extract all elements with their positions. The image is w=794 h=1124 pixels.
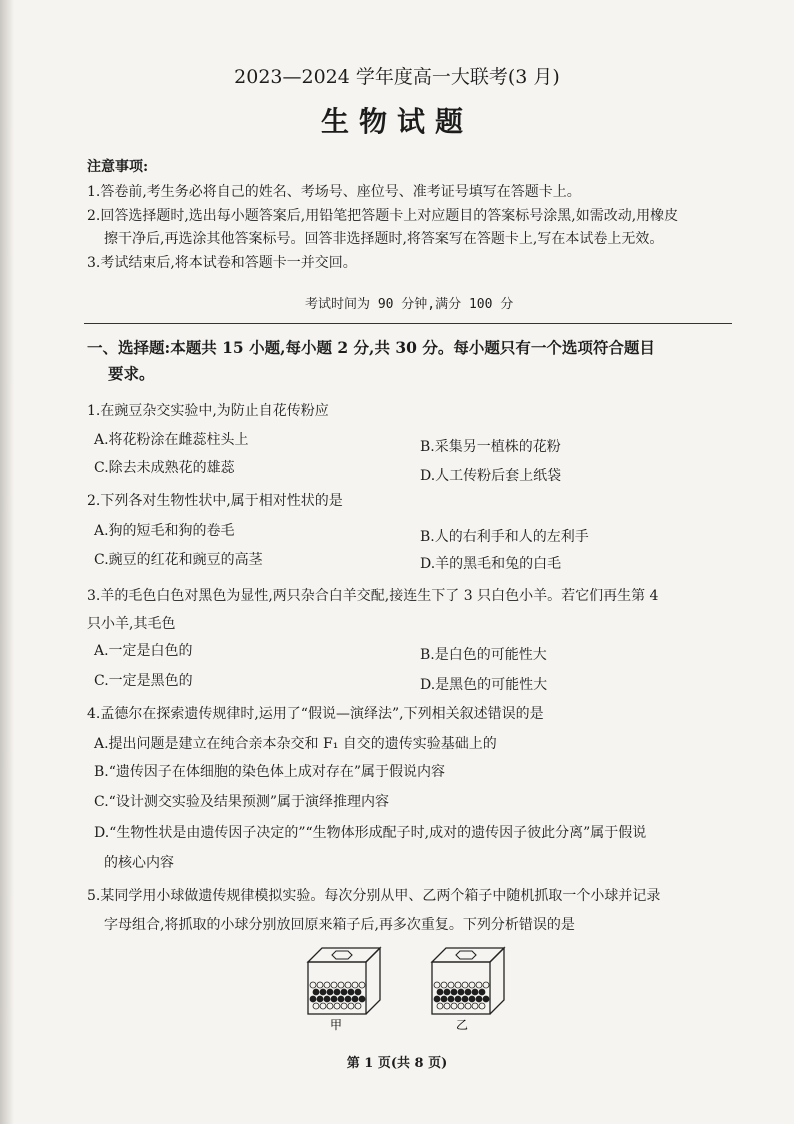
box-yi-ball (434, 982, 440, 988)
box-jia-ball (338, 982, 344, 988)
box-jia-ball (324, 996, 330, 1002)
q2-option-a: A.狗的短毛和狗的卷毛 (94, 523, 235, 539)
box-yi-ball (437, 989, 443, 995)
q1-option-c: C.除去未成熟花的雄蕊 (94, 460, 235, 476)
box-jia-ball (331, 982, 337, 988)
box-yi-ball (479, 1003, 485, 1009)
box-jia-ball (352, 996, 358, 1002)
box-yi-ball (462, 996, 468, 1002)
q2-option-d: D.羊的黑毛和兔的白毛 (420, 556, 562, 572)
box-jia-ball (310, 982, 316, 988)
box-yi-ball (441, 996, 447, 1002)
box-yi (432, 948, 504, 1032)
box-yi-ball (472, 1003, 478, 1009)
box-jia-ball (334, 989, 340, 995)
box-yi-ball (444, 989, 450, 995)
box-yi-ball (448, 982, 454, 988)
q3-option-d: D.是黑色的可能性大 (420, 677, 548, 693)
q1-option-a: A.将花粉涂在雌蕊柱头上 (94, 432, 249, 448)
box-yi-ball (455, 996, 461, 1002)
box-jia-ball (355, 1003, 361, 1009)
q4-option-d: D.“生物性状是由遗传因子决定的”“生物体形成配子时,成对的遗传因子彼此分离”属于假说 (94, 825, 647, 841)
box-yi-balls (434, 982, 489, 1009)
section-title: 一、选择题:本题共 15 小题,每小题 2 分,共 30 分。每小题只有一个选项符合题目 (87, 338, 655, 357)
q1-option-d: D.人工传粉后套上纸袋 (420, 468, 562, 484)
box-jia-ball (345, 982, 351, 988)
box-yi-label: 乙 (456, 1018, 469, 1032)
notice-heading: 注意事项: (87, 159, 149, 175)
box-yi-ball (448, 996, 454, 1002)
box-jia-ball (313, 989, 319, 995)
box-jia-ball (348, 1003, 354, 1009)
box-yi-ball (465, 1003, 471, 1009)
box-jia-ball (341, 989, 347, 995)
page-footer: 第 1 页(共 8 页) (346, 1056, 448, 1071)
box-yi-ball (451, 1003, 457, 1009)
notice-item-1: 1.答卷前,考生务必将自己的姓名、考场号、座位号、准考证号填写在答题卡上。 (87, 184, 581, 200)
box-jia-balls (310, 982, 365, 1009)
q4-option-c: C.“设计测交实验及结果预测”属于演绎推理内容 (94, 794, 389, 810)
box-jia-ball (338, 996, 344, 1002)
box-yi-ball (483, 996, 489, 1002)
section-title-cont: 要求。 (108, 364, 155, 383)
box-jia-ball (327, 1003, 333, 1009)
q4-option-a: A.提出问题是建立在纯合亲本杂交和 F₁ 自交的遗传实验基础上的 (94, 736, 497, 752)
scan-edge-shadow (0, 0, 14, 1124)
q1-option-b: B.采集另一植株的花粉 (420, 439, 561, 455)
box-jia-ball (348, 989, 354, 995)
box-yi-ball (483, 982, 489, 988)
box-jia-ball (345, 996, 351, 1002)
box-yi-opening (456, 951, 476, 959)
box-yi-ball (444, 1003, 450, 1009)
q4-option-d-cont: 的核心内容 (104, 855, 174, 871)
box-jia-ball (317, 982, 323, 988)
box-yi-ball (451, 989, 457, 995)
box-yi-ball (458, 989, 464, 995)
q2-option-c: C.豌豆的红花和豌豆的高茎 (94, 552, 263, 568)
box-jia-ball (359, 996, 365, 1002)
q5-stem-cont: 字母组合,将抓取的小球分别放回原来箱子后,再多次重复。下列分析错误的是 (104, 917, 575, 933)
exam-title: 2023—2024 学年度高一大联考(3 月) (234, 66, 560, 88)
box-jia-ball (355, 989, 361, 995)
box-yi-ball (458, 1003, 464, 1009)
q4-option-b: B.“遗传因子在体细胞的染色体上成对存在”属于假说内容 (94, 764, 446, 780)
q3-stem: 3.羊的毛色白色对黑色为显性,两只杂合白羊交配,接连生下了 3 只白色小羊。若它们再生第 4 (87, 588, 659, 604)
box-yi-ball (472, 989, 478, 995)
box-yi-ball (462, 982, 468, 988)
header-divider (84, 323, 732, 324)
box-yi-ball (476, 982, 482, 988)
notice-item-3: 3.考试结束后,将本试卷和答题卡一并交回。 (87, 255, 357, 271)
q3-stem-cont: 只小羊,其毛色 (87, 616, 176, 632)
box-jia-ball (320, 989, 326, 995)
q3-option-a: A.一定是白色的 (94, 643, 193, 659)
q4-stem: 4.孟德尔在探索遗传规律时,运用了“假说—演绎法”,下列相关叙述错误的是 (87, 706, 544, 722)
box-yi-ball (441, 982, 447, 988)
q3-option-c: C.一定是黑色的 (94, 673, 193, 689)
box-yi-ball (469, 996, 475, 1002)
box-jia-ball (331, 996, 337, 1002)
q5-stem: 5.某同学用小球做遗传规律模拟实验。每次分别从甲、乙两个箱子中随机抓取一个小球并记录 (87, 888, 661, 904)
box-jia-opening (332, 951, 352, 959)
box-yi-ball (455, 982, 461, 988)
box-jia-ball (324, 982, 330, 988)
box-yi-ball (469, 982, 475, 988)
q1-stem: 1.在豌豆杂交实验中,为防止自花传粉应 (87, 403, 329, 419)
box-jia-ball (313, 1003, 319, 1009)
box-jia-ball (320, 1003, 326, 1009)
box-yi-ball (465, 989, 471, 995)
box-jia-ball (334, 1003, 340, 1009)
notice-item-2: 2.回答选择题时,选出每小题答案后,用铅笔把答题卡上对应题目的答案标号涂黑,如需改动,用橡皮 (87, 208, 679, 224)
q2-stem: 2.下列各对生物性状中,属于相对性状的是 (87, 493, 343, 509)
notice-item-2-cont: 擦干净后,再选涂其他答案标号。回答非选择题时,将答案写在答题卡上,写在本试卷上无效。 (104, 231, 664, 247)
box-jia-ball (317, 996, 323, 1002)
q2-option-b: B.人的右利手和人的左利手 (420, 529, 589, 545)
box-jia (308, 948, 380, 1032)
box-jia-ball (359, 982, 365, 988)
box-jia-ball (341, 1003, 347, 1009)
exam-time-info: 考试时间为 90 分钟,满分 100 分 (305, 297, 514, 312)
box-jia-ball (310, 996, 316, 1002)
box-yi-ball (434, 996, 440, 1002)
q3-option-b: B.是白色的可能性大 (420, 647, 547, 663)
box-yi-ball (476, 996, 482, 1002)
box-jia-ball (327, 989, 333, 995)
box-jia-label: 甲 (330, 1018, 343, 1032)
box-yi-ball (437, 1003, 443, 1009)
subject-title: 生物试题 (320, 105, 473, 138)
ball-boxes-figure (300, 940, 520, 1036)
box-yi-ball (479, 989, 485, 995)
box-jia-ball (352, 982, 358, 988)
